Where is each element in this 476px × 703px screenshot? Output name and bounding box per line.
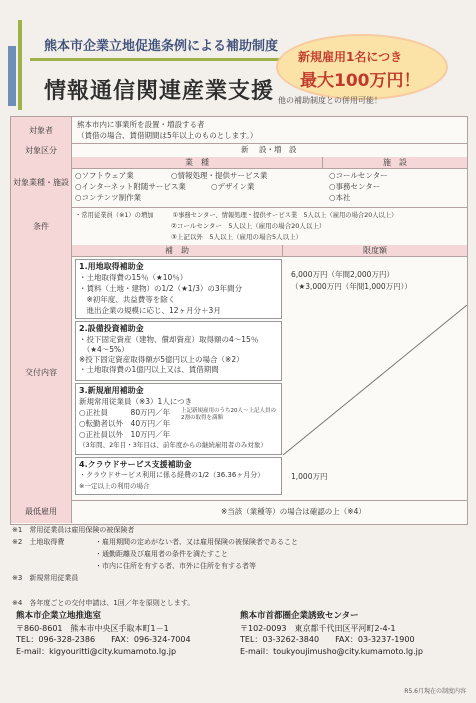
section-land-line1: ・土地取得費の15％（★10％） — [79, 273, 188, 282]
limit-cell-diagonal — [283, 305, 467, 455]
row-category-expand: 設・増 — [259, 145, 282, 154]
contact-tokyo-tel: TEL：03-3262-3840 FAX：03-3237-1900 — [240, 635, 415, 644]
promo-badge-line2: 最大100万円！ — [300, 71, 421, 91]
section-cloud-subsidy — [75, 457, 282, 495]
section-land-title: 1.用地取得補助金 — [79, 262, 144, 271]
subsidy-table — [10, 116, 468, 525]
row-conditions-label: 条件 — [11, 207, 72, 245]
contact-kumamoto-mail[interactable]: E-mail：kigyouritti@city.kumamoto.lg.jp — [16, 646, 177, 656]
contact-kumamoto — [16, 610, 191, 657]
conditions-line2: ②コールセンター 5人以上（雇用の場合20人以上） — [171, 222, 326, 230]
section-land-line3: ※初年度、共益費等を除く — [79, 295, 176, 304]
row-industry-label: 対象業種・施設 — [11, 157, 72, 207]
footnote-2: ※2 土地取得費 — [12, 538, 65, 546]
row-minimum — [11, 500, 467, 523]
section-equipment-line4: ・土地取得費の1億円以上又は、賃借期間 — [79, 365, 219, 374]
industry-item-4: ○デザイン業 — [211, 182, 255, 191]
footnote-1: ※1 常用従業員は雇用保険の被保険者 — [12, 526, 135, 534]
section-cloud-title: 4.クラウドサービス支援補助金 — [79, 460, 192, 469]
grant-header: 補 助 — [72, 245, 283, 257]
row-conditions — [11, 207, 467, 246]
footnote-detail-3: ・市内に住所を有する者、市外に住所を有する者等 — [95, 562, 256, 570]
contact-kumamoto-address: 〒860-8601 熊本市中央区手取本町1－1 — [16, 623, 169, 633]
row-target-text1: 熊本市内に事業所を設置・増設する者 — [77, 120, 205, 129]
facility-header: 施 設 — [323, 157, 467, 169]
contact-tokyo-address: 〒102-0093 東京都千代田区平河町2-4-1 — [240, 623, 396, 633]
section-employment-title: 3.新規雇用補助金 — [79, 386, 144, 395]
section-equipment-line1: ・投下固定資産（建物、償却資産）取得額の4～15％ — [79, 335, 259, 344]
industry-item-1: ○ソフトウェア業 — [75, 171, 134, 180]
footnote-detail-1: ・雇用期間の定めがない者、又は雇用保険の被保険者であること — [95, 538, 298, 546]
section-cloud-line1: ・クラウドサービス利用に係る経費の1/2（36.36ヶ月分） — [79, 471, 265, 479]
row-target — [11, 117, 467, 144]
row-category — [11, 143, 467, 158]
contact-kumamoto-tel: TEL：096-328-2386 FAX：096-324-7004 — [16, 635, 191, 644]
footnote-4: ※4 各年度ごとの交付申請は、1回／年を原則とします。 — [12, 599, 195, 607]
row-minimum-label: 最低雇用 — [11, 500, 72, 523]
conditions-line1: ・常用従業員（※1）の増加 ①事務センター、情報処理・提供サービス業 5人以上（雇用の場合20人以上） — [75, 212, 398, 219]
section-employment-line1: 新規常用従業員（※3）1人につき — [79, 397, 193, 406]
contact-tokyo-title: 熊本市首都圏企業誘致センター — [240, 611, 359, 621]
row-grant — [11, 245, 467, 501]
row-target-text2: （賃借の場合、賃借期間は5年以上のものとします。） — [77, 131, 258, 140]
footnote-3: ※3 新規常用従業員 — [12, 574, 79, 582]
section-cloud-line2: ※一定以上の利用の場合 — [79, 482, 150, 490]
row-category-label: 対象区分 — [11, 143, 72, 157]
section-land-line2: ・賃料（土地・建物）の1/2（★1/3）の3年間分 — [79, 284, 243, 293]
conditions-line3: ③上記以外 5人以上（雇用の場合5人以上） — [171, 233, 303, 241]
facility-item-1: ○コールセンター — [329, 171, 388, 180]
row-minimum-text: ※当該（業種等）の場合は確認の上（※4） — [221, 507, 366, 516]
contact-kumamoto-title: 熊本市企業立地推進室 — [16, 611, 102, 621]
decorative-stripe-green — [18, 20, 22, 110]
row-industry — [11, 157, 467, 208]
section-land-limit1: 6,000万円（年間2,000万円） — [291, 270, 394, 279]
contact-tokyo-mail[interactable]: E-mail：toukyoujimusho@city.kumamoto.lg.jp — [240, 646, 423, 656]
section-cloud-limit: 1,000万円 — [291, 472, 328, 481]
contact-tokyo — [240, 610, 423, 657]
footnote-detail-2: ・通勤距離及び雇用者の条件を満たすこと — [95, 550, 228, 558]
industry-item-3: ○インターネット附随サービス業 — [75, 182, 186, 191]
section-land-subsidy — [75, 259, 282, 319]
section-employment-line5: （3年間、2年目・3年目は、前年度からの継続雇用者のみ対象） — [79, 441, 267, 449]
section-equipment-subsidy — [75, 321, 282, 381]
row-target-label: 対象者 — [11, 117, 72, 143]
row-grant-label: 交付内容 — [11, 245, 72, 500]
section-employment-line3: ○転勤者以外 40万円／年 — [79, 419, 171, 428]
page-title: 情報通信関連産業支援 — [44, 79, 275, 104]
section-land-limit2: （★3,000万円（年間1,000万円）） — [291, 282, 412, 291]
section-equipment-line2: （★4～5%） — [79, 345, 129, 354]
document-date-code: R5.6月現在の制度内容 — [404, 688, 466, 695]
subsidy-subtitle: 熊本市企業立地促進条例による補助制度 — [44, 39, 279, 54]
decorative-line-green — [30, 58, 290, 61]
promo-badge-note: 他の補助制度との併用可能！ — [278, 96, 382, 105]
limit-header: 限度額 — [283, 245, 467, 257]
decorative-stripe-blue — [8, 46, 16, 106]
row-category-suffix: 設 — [289, 145, 297, 154]
section-land-line4: 進出企業の規模に応じ、12ヶ月分＋3月 — [79, 306, 221, 315]
facility-item-3: ○本社 — [329, 193, 351, 202]
section-employment-line4: ○正社員以外 10万円／年 — [79, 430, 171, 439]
section-equipment-line3: ※投下固定資産取得額が5億円以上の場合（※2） — [79, 355, 244, 364]
industry-header: 業 種 — [72, 157, 323, 169]
section-employment-line2: ○正社員 80万円／年 — [79, 408, 171, 417]
industry-item-5: ○コンテンツ制作業 — [75, 193, 142, 202]
section-equipment-title: 2.設備投資補助金 — [79, 324, 144, 333]
section-employment-note: 上記新規雇用のうち20人～上記人員の2割の取得を満額 — [181, 408, 276, 421]
row-category-new: 新 — [241, 145, 249, 154]
industry-item-2: ○情報処理・提供サービス業 — [171, 171, 268, 180]
promo-badge-line1: 新規雇用1名につき — [298, 50, 403, 64]
facility-item-2: ○事務センター — [329, 182, 381, 191]
